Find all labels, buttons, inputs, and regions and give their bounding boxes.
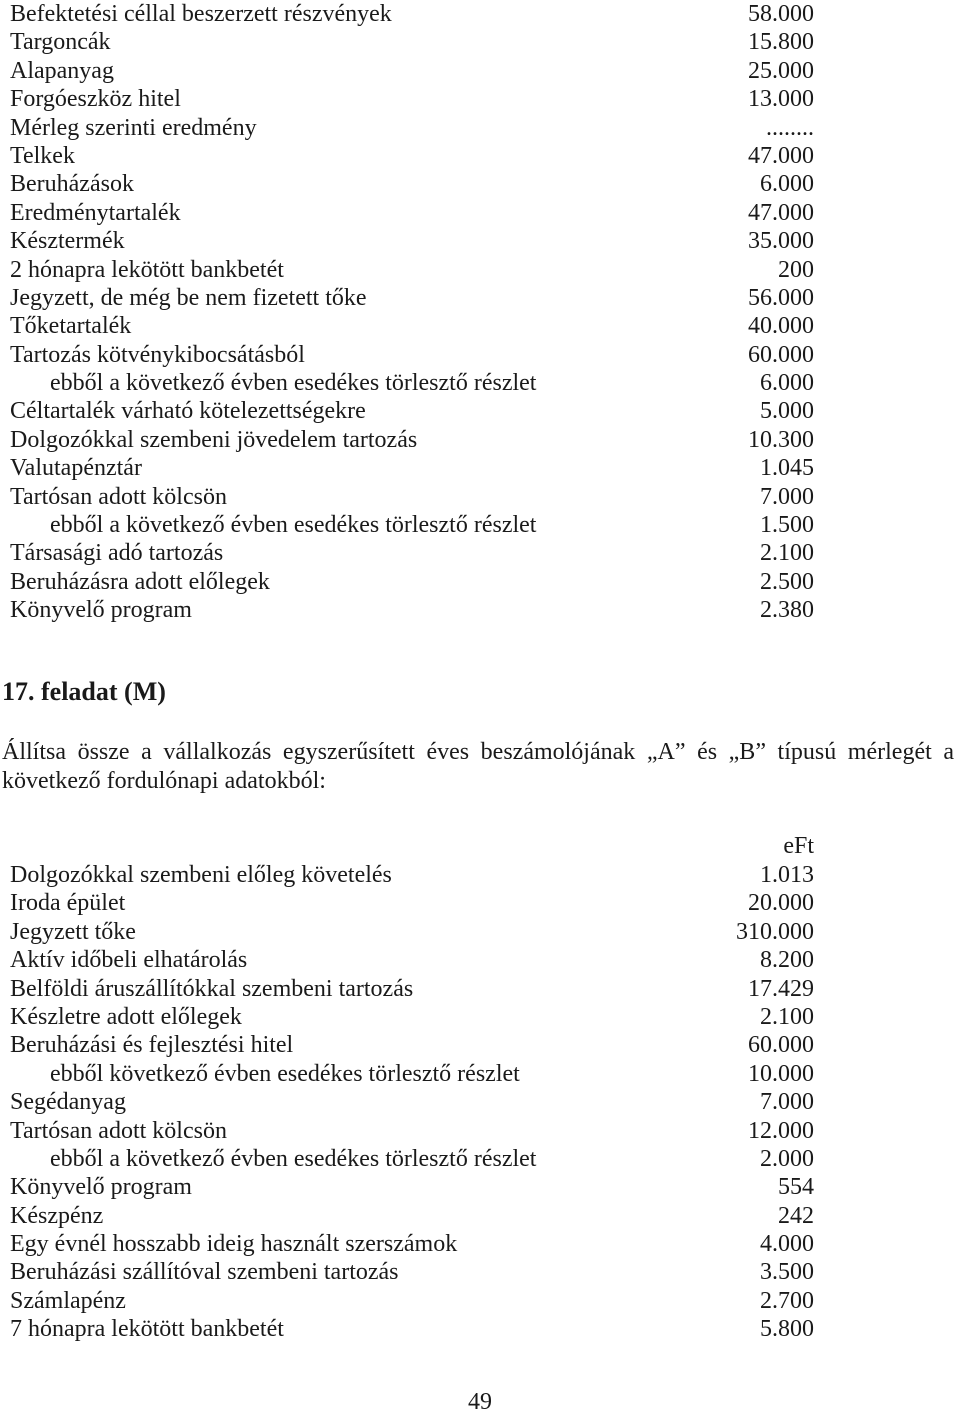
item-label: Belföldi áruszállítókkal szembeni tartozás — [10, 975, 414, 1002]
item-value: 20.000 — [748, 890, 814, 917]
list-item — [10, 256, 814, 284]
item-label: 7 hónapra lekötött bankbetét — [10, 1316, 284, 1343]
item-value: 10.300 — [748, 426, 814, 453]
item-label: Dolgozókkal szembeni előleg követelés — [10, 862, 392, 888]
item-label: Iroda épület — [10, 890, 126, 917]
list-item — [10, 596, 814, 624]
unit-label: eFt — [783, 833, 814, 859]
item-value: 2.700 — [760, 1287, 814, 1314]
list-item — [10, 1258, 814, 1286]
item-label: Társasági adó tartozás — [10, 540, 224, 567]
item-value: 15.800 — [748, 29, 814, 56]
item-label: Beruházásra adott előlegek — [10, 568, 270, 595]
item-value: 1.500 — [760, 512, 814, 539]
item-label: Aktív időbeli elhatárolás — [10, 947, 248, 974]
item-label: Késztermék — [10, 228, 125, 255]
item-label: Tőketartalék — [10, 313, 132, 340]
item-label: Számlapénz — [10, 1287, 126, 1314]
item-label: Könyvelő program — [10, 597, 192, 624]
item-value: 58.000 — [748, 1, 814, 27]
list-item — [10, 483, 814, 511]
list-subitem — [10, 511, 814, 539]
list-subitem — [10, 1060, 814, 1088]
list-item — [10, 1173, 814, 1201]
list-item — [10, 1202, 814, 1230]
list-item — [10, 946, 814, 974]
page-number: 49 — [468, 1389, 492, 1415]
list-item — [10, 397, 814, 425]
item-label: Valutapénztár — [10, 455, 142, 482]
list-item — [10, 341, 814, 369]
list-item — [10, 454, 814, 482]
item-label: Egy évnél hosszabb ideig használt szerszámok — [10, 1231, 458, 1258]
item-value: 2.500 — [760, 568, 814, 595]
item-value: 47.000 — [748, 199, 814, 226]
list-item — [10, 1003, 814, 1031]
item-label: Segédanyag — [10, 1089, 126, 1116]
list-subitem — [10, 369, 814, 397]
item-value: 25.000 — [748, 57, 814, 84]
list-item — [10, 426, 814, 454]
list-item — [10, 114, 814, 142]
item-label: ebből a következő évben esedékes törlesztő részlet — [50, 1145, 537, 1172]
item-value: 40.000 — [748, 313, 814, 340]
list-subitem — [10, 1145, 814, 1173]
list-item — [10, 975, 814, 1003]
item-value: 554 — [778, 1174, 814, 1201]
item-value: 12.000 — [748, 1117, 814, 1144]
item-value: 2.100 — [760, 540, 814, 567]
item-value: 13.000 — [748, 86, 814, 113]
list-item — [10, 57, 814, 85]
list-item — [10, 28, 814, 56]
item-value: 56.000 — [748, 284, 814, 311]
item-label: Készpénz — [10, 1202, 104, 1229]
list-item — [10, 918, 814, 946]
item-value: 6.000 — [760, 370, 814, 397]
item-label: ebből a következő évben esedékes törlesztő részlet — [50, 512, 537, 539]
item-value: 47.000 — [748, 142, 814, 169]
item-value: 2.380 — [760, 597, 814, 624]
item-value: 7.000 — [760, 1089, 814, 1116]
list-item — [10, 1031, 814, 1059]
task-title: 17. feladat (M) — [2, 677, 166, 706]
item-label: Beruházások — [10, 171, 134, 198]
item-label: Jegyzett, de még be nem fizetett tőke — [10, 284, 367, 311]
list-item — [10, 1287, 814, 1315]
item-value: 6.000 — [760, 171, 814, 198]
item-label: Beruházási szállítóval szembeni tartozás — [10, 1259, 399, 1286]
list-item — [10, 568, 814, 596]
item-value: 242 — [778, 1202, 814, 1229]
item-value: 310.000 — [736, 918, 814, 945]
list-item — [10, 1117, 814, 1145]
balance-item-list-2 — [10, 861, 814, 1344]
list-item — [10, 142, 814, 170]
item-value: ........ — [766, 114, 814, 141]
item-value: 60.000 — [748, 341, 814, 368]
item-value: 8.200 — [760, 947, 814, 974]
item-value: 60.000 — [748, 1032, 814, 1059]
item-value: 35.000 — [748, 228, 814, 255]
item-label: Tartósan adott kölcsön — [10, 1117, 227, 1144]
item-value: 7.000 — [760, 483, 814, 510]
item-label: Forgóeszköz hitel — [10, 86, 181, 113]
item-label: Eredménytartalék — [10, 199, 181, 226]
item-value: 10.000 — [748, 1060, 814, 1087]
list-item — [10, 539, 814, 567]
item-label: Telkek — [10, 142, 75, 169]
item-value: 200 — [778, 256, 814, 283]
list-item — [10, 170, 814, 198]
list-item — [10, 1230, 814, 1258]
item-value: 2.100 — [760, 1003, 814, 1030]
item-label: Targoncák — [10, 29, 111, 56]
item-label: Alapanyag — [10, 57, 114, 84]
list-item — [10, 312, 814, 340]
item-label: Könyvelő program — [10, 1174, 192, 1201]
item-label: Befektetési céllal beszerzett részvények — [10, 1, 392, 27]
list-item — [10, 1315, 814, 1343]
item-value: 17.429 — [748, 975, 814, 1002]
item-label: 2 hónapra lekötött bankbetét — [10, 256, 284, 283]
item-label: Jegyzett tőke — [10, 918, 136, 945]
list-item — [10, 85, 814, 113]
list-item — [10, 227, 814, 255]
item-value: 2.000 — [760, 1145, 814, 1172]
list-item — [10, 1088, 814, 1116]
list-item — [10, 199, 814, 227]
item-value: 1.013 — [760, 862, 814, 888]
item-label: Tartósan adott kölcsön — [10, 483, 227, 510]
item-label: Dolgozókkal szembeni jövedelem tartozás — [10, 426, 418, 453]
item-value: 3.500 — [760, 1259, 814, 1286]
item-label: ebből a következő évben esedékes törlesztő részlet — [50, 370, 537, 397]
item-label: Készletre adott előlegek — [10, 1003, 242, 1030]
list-item — [10, 0, 814, 28]
list-item — [10, 284, 814, 312]
item-label: ebből következő évben esedékes törlesztő részlet — [50, 1060, 520, 1087]
item-label: Beruházási és fejlesztési hitel — [10, 1032, 294, 1059]
item-value: 1.045 — [760, 455, 814, 482]
item-label: Mérleg szerinti eredmény — [10, 114, 257, 141]
list-item — [10, 889, 814, 917]
item-label: Céltartalék várható kötelezettségekre — [10, 398, 366, 425]
item-label: Tartozás kötvénykibocsátásból — [10, 341, 305, 368]
item-value: 4.000 — [760, 1231, 814, 1258]
item-value: 5.000 — [760, 398, 814, 425]
task-instruction: Állítsa össze a vállalkozás egyszerűsített éves beszámolójának „A” és „B” típusú mérlegét a következő fordulónapi adatokból: — [2, 739, 954, 794]
list-item — [10, 861, 814, 889]
item-value: 5.800 — [760, 1316, 814, 1343]
balance-item-list-1 — [10, 0, 814, 625]
